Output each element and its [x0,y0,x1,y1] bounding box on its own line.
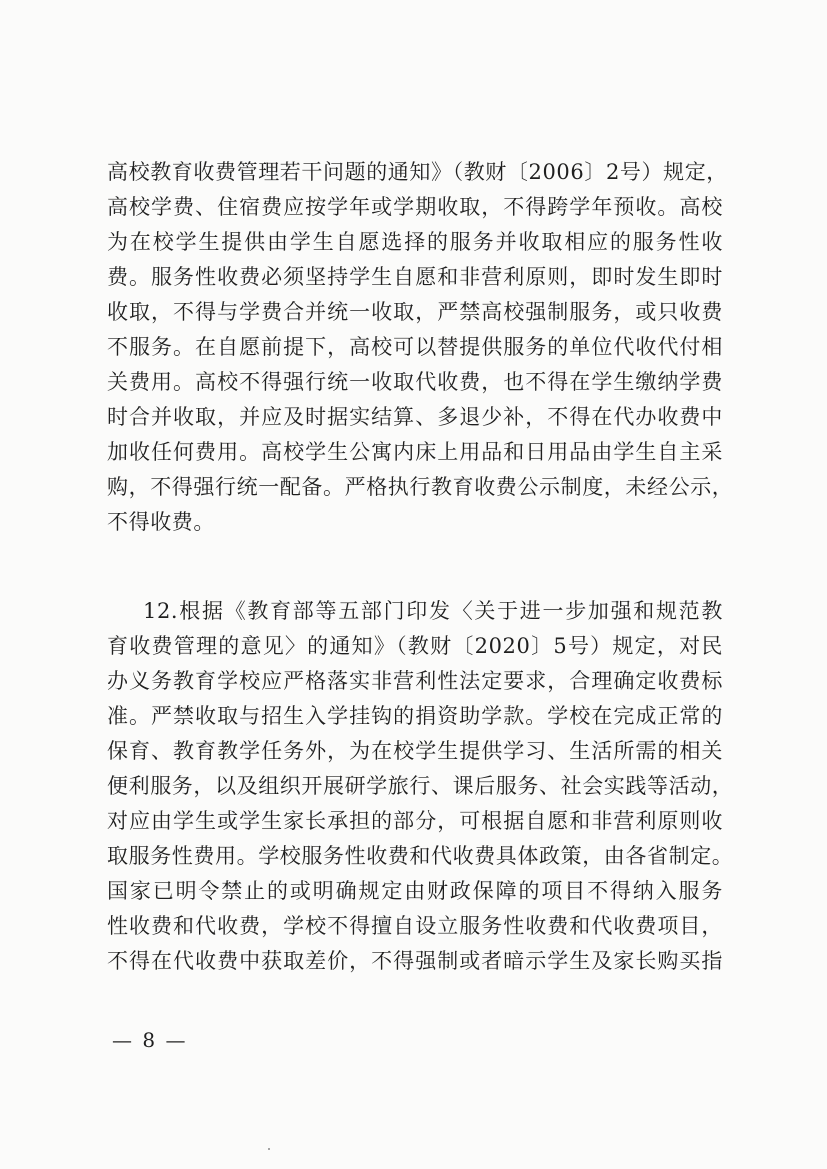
paragraph-1 [107,155,734,540]
text-line: 加收任何费用。高校学生公寓内床上用品和日用品由学生自主采 [107,440,723,464]
text-line: 购，不得强行统一配备。严格执行教育收费公示制度，未经公示， [107,475,734,499]
page-number: — 8 — [112,1028,188,1052]
text-line: 性收费和代收费，学校不得擅自设立服务性收费和代收费项目， [107,914,723,938]
text-line: 12.根据《教育部等五部门印发〈关于进一步加强和规范教 [143,599,723,623]
text-line: 不得在代收费中获取差价，不得强制或者暗示学生及家长购买指 [107,949,723,973]
text-line: 费。服务性收费必须坚持学生自愿和非营利原则，即时发生即时 [107,265,723,289]
text-line: 为在校学生提供由学生自愿选择的服务并收取相应的服务性收 [107,230,723,254]
scan-speck [268,1148,270,1150]
text-line: 准。严禁收取与招生入学挂钩的捐资助学款。学校在完成正常的 [107,704,723,728]
text-line: 对应由学生或学生家长承担的部分，可根据自愿和非营利原则收 [107,809,723,833]
text-line: 取服务性费用。学校服务性收费和代收费具体政策，由各省制定。 [107,844,734,868]
text-line: 关费用。高校不得强行统一收取代收费，也不得在学生缴纳学费 [107,370,723,394]
text-line: 育收费管理的意见〉的通知》（教财〔2020〕5号）规定，对民 [107,634,723,658]
text-line: 收取，不得与学费合并统一收取，严禁高校强制服务，或只收费 [107,300,723,324]
text-line: 不服务。在自愿前提下，高校可以替提供服务的单位代收代付相 [107,335,723,359]
text-line: 国家已明令禁止的或明确规定由财政保障的项目不得纳入服务 [107,879,723,903]
text-line: 不得收费。 [107,510,215,534]
text-line: 高校学费、住宿费应按学年或学期收取，不得跨学年预收。高校 [107,195,723,219]
text-line: 时合并收取，并应及时据实结算、多退少补，不得在代办收费中 [107,405,723,429]
paragraph-2 [107,594,734,979]
text-line: 高校教育收费管理若干问题的通知》（教财〔2006〕2号）规定， [107,160,728,184]
text-line: 办义务教育学校应严格落实非营利性法定要求，合理确定收费标 [107,669,723,693]
text-line: 保育、教育教学任务外，为在校学生提供学习、生活所需的相关 [107,739,723,763]
text-line: 便利服务，以及组织开展研学旅行、课后服务、社会实践等活动， [107,774,734,798]
